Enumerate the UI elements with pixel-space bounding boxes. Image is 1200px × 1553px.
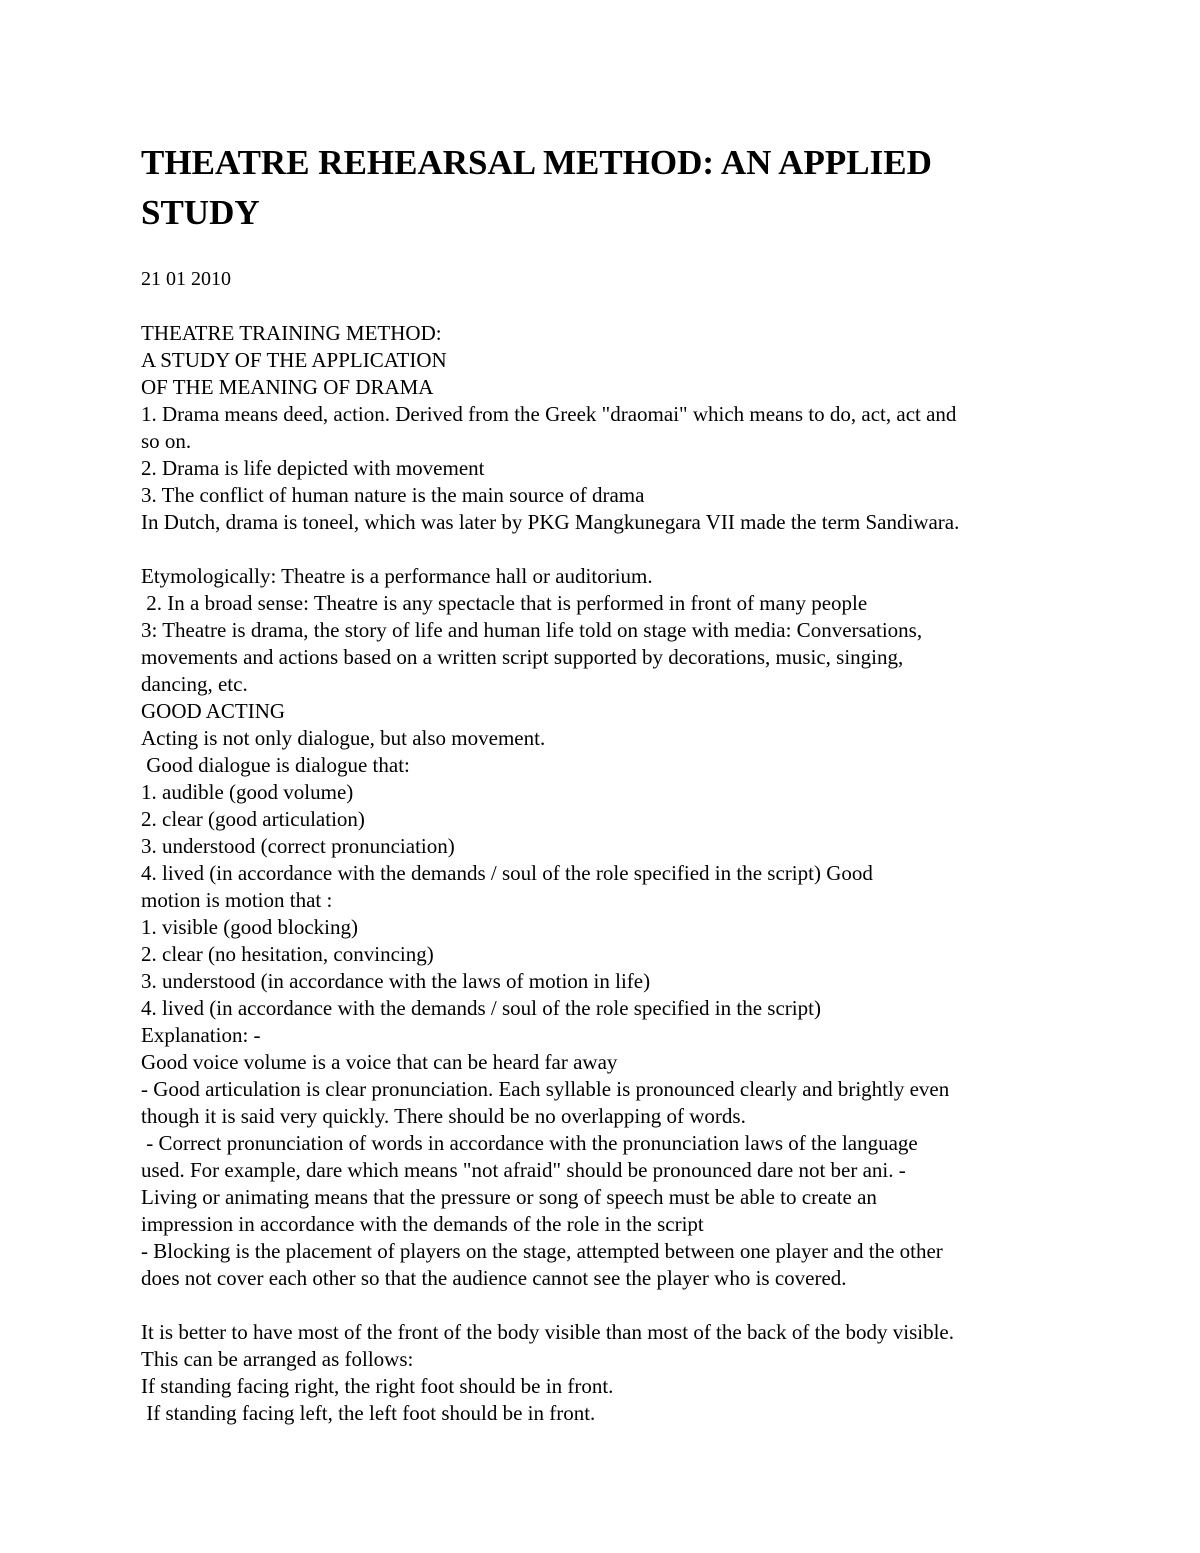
body-line: If standing facing left, the left foot should be in front. [141, 1401, 596, 1425]
document-page [141, 138, 1081, 1427]
body-line: - Good articulation is clear pronunciation. Each syllable is pronounced clearly and brightly even [141, 1077, 950, 1101]
list-item: 1. audible (good volume) [141, 780, 354, 804]
body-line: Explanation: - [141, 1023, 261, 1047]
body-line: used. For example, dare which means "not afraid" should be pronounced dare not ber ani. - [141, 1158, 906, 1182]
body-line: Good dialogue is dialogue that: [141, 753, 410, 777]
body-line: It is better to have most of the front of the body visible than most of the back of the body visible. [141, 1320, 955, 1344]
body-line: 2. Drama is life depicted with movement [141, 456, 485, 480]
body-line: - Correct pronunciation of words in accordance with the pronunciation laws of the language [141, 1131, 918, 1155]
body-line: Good voice volume is a voice that can be heard far away [141, 1050, 618, 1074]
body-line: 3. The conflict of human nature is the main source of drama [141, 483, 645, 507]
title-line: THEATRE REHEARSAL METHOD: AN APPLIED [141, 143, 932, 182]
body-line: In Dutch, drama is toneel, which was later by PKG Mangkunegara VII made the term Sandiwara. [141, 510, 960, 534]
body-line: dancing, etc. [141, 672, 248, 696]
body-line: Acting is not only dialogue, but also movement. [141, 726, 546, 750]
body-line: Etymologically: Theatre is a performance hall or auditorium. [141, 564, 653, 588]
body-line: does not cover each other so that the audience cannot see the player who is covered. [141, 1266, 847, 1290]
document-body [141, 320, 1081, 1427]
body-line: 1. Drama means deed, action. Derived from the Greek "draomai" which means to do, act, act and [141, 402, 957, 426]
section-heading: GOOD ACTING [141, 699, 286, 723]
body-line: THEATRE TRAINING METHOD: [141, 321, 442, 345]
body-line: If standing facing right, the right foot should be in front. [141, 1374, 614, 1398]
body-line: impression in accordance with the demands of the role in the script [141, 1212, 704, 1236]
list-item: 4. lived (in accordance with the demands / soul of the role specified in the script) Good [141, 861, 873, 885]
body-line: motion is motion that : [141, 888, 333, 912]
body-line: - Blocking is the placement of players on the stage, attempted between one player and the other [141, 1239, 943, 1263]
body-line: so on. [141, 429, 192, 453]
blank-line [141, 536, 1081, 563]
body-line: OF THE MEANING OF DRAMA [141, 375, 434, 399]
body-line: Living or animating means that the pressure or song of speech must be able to create an [141, 1185, 877, 1209]
document-date: 21 01 2010 [141, 268, 231, 290]
blank-line [141, 1292, 1081, 1319]
body-line: 3: Theatre is drama, the story of life and human life told on stage with media: Conversations, [141, 618, 923, 642]
list-item: 2. clear (no hesitation, convincing) [141, 942, 434, 966]
list-item: 2. clear (good articulation) [141, 807, 365, 831]
document-title [141, 138, 1081, 238]
body-line: This can be arranged as follows: [141, 1347, 414, 1371]
body-line: A STUDY OF THE APPLICATION [141, 348, 447, 372]
list-item: 3. understood (in accordance with the laws of motion in life) [141, 969, 651, 993]
body-line: movements and actions based on a written script supported by decorations, music, singing, [141, 645, 904, 669]
list-item: 3. understood (correct pronunciation) [141, 834, 455, 858]
body-line: though it is said very quickly. There should be no overlapping of words. [141, 1104, 746, 1128]
list-item: 1. visible (good blocking) [141, 915, 358, 939]
title-line: STUDY [141, 193, 260, 232]
body-line: 2. In a broad sense: Theatre is any spectacle that is performed in front of many people [141, 591, 868, 615]
list-item: 4. lived (in accordance with the demands / soul of the role specified in the script) [141, 996, 821, 1020]
